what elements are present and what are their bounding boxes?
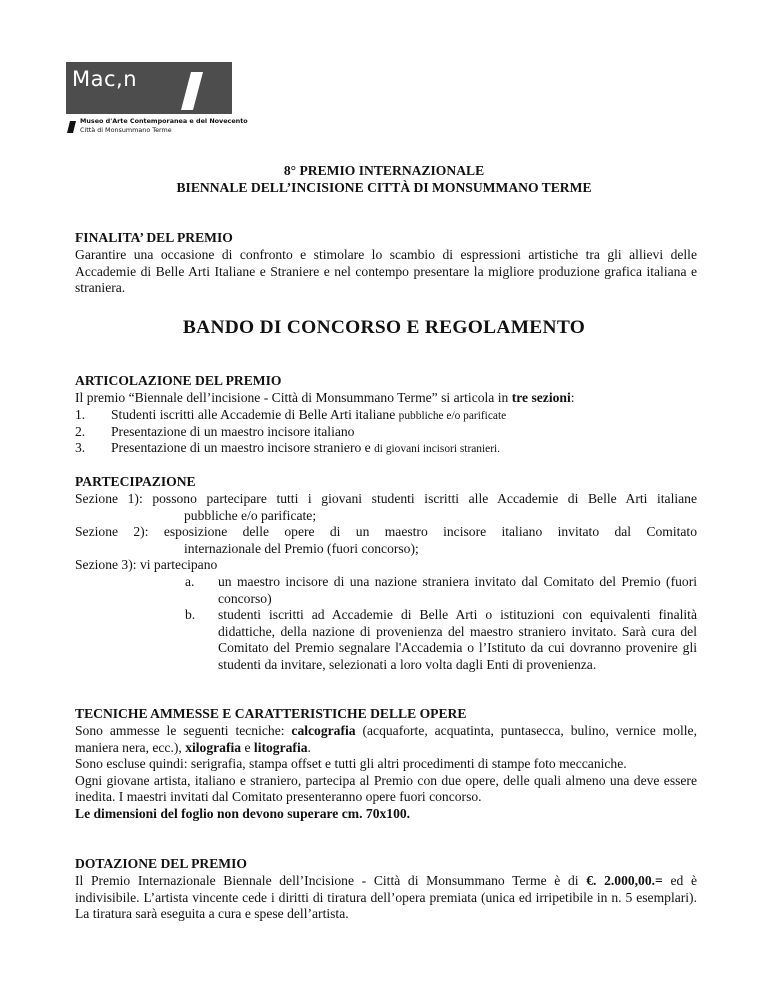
articolazione-intro-text: Il premio “Biennale dell’incisione - Città di Monsummano Terme” si articola in xyxy=(75,390,512,405)
list-item-text xyxy=(111,424,354,442)
list-item-text xyxy=(111,440,500,458)
text-span: ed è indivisibile. L’artista vincente cede i diritti di tiratura dell’opera premiata (unica ed irripetibile in n. 5 esemplari). La tiratura sarà eseguita a cura e spese dell’artista. xyxy=(75,873,697,922)
prize-amount: €. 2.000,00.= xyxy=(586,873,663,888)
list-item xyxy=(75,440,697,457)
page-title: BANDO DI CONCORSO E REGOLAMENTO xyxy=(182,317,586,338)
partecipazione-body xyxy=(75,491,697,674)
sezione-2-text: esposizione delle opere di un maestro incisore italiano invitato dal Comitato xyxy=(163,524,698,540)
list-item-text xyxy=(111,407,506,425)
technique-litografia: litografia xyxy=(253,739,308,755)
sezione-3-label: Sezione 3): xyxy=(75,557,137,573)
logo-city: Città di Monsummano Terme xyxy=(80,126,172,134)
text-span: Sono ammesse le seguenti tecniche: xyxy=(75,723,292,738)
technique-xilografia: xilografia xyxy=(185,739,242,755)
tecniche-paragraph-1 xyxy=(75,723,697,756)
sezione-1-text: possono partecipare tutti i giovani studenti iscritti alle Accademie di Belle Arti italiane xyxy=(152,491,697,506)
tecniche-paragraph-2: Sono escluse quindi: serigrafia, stampa offset e tutti gli altri procedimenti di stampe foto meccaniche. xyxy=(75,756,627,772)
text-span: e xyxy=(241,739,254,755)
list-item xyxy=(75,424,697,441)
list-item-main: Presentazione di un maestro incisore straniero e xyxy=(111,440,375,456)
tecniche-paragraph-4: Le dimensioni del foglio non devono superare cm. 70x100. xyxy=(75,805,411,821)
articolazione-heading: ARTICOLAZIONE DEL PREMIO xyxy=(75,373,282,388)
sezione-3-item-a xyxy=(75,574,697,607)
logo-name: Mac,n xyxy=(72,67,138,91)
articolazione-intro-bold: tre sezioni xyxy=(511,390,571,405)
sub-item-letter: b. xyxy=(185,607,196,623)
tecniche-heading: TECNICHE AMMESSE E CARATTERISTICHE DELLE OPERE xyxy=(75,706,467,721)
sezione-1-continued: pubbliche e/o parificate; xyxy=(184,507,317,523)
text-span: Il Premio Internazionale Biennale dell’Incisione - Città di Monsummano Terme è di xyxy=(75,873,587,888)
sub-item-text: studenti iscritti ad Accademie di Belle Arti o istituzioni con equivalenti finalità didattiche, della nazione di provenienza del maestro straniero invitato. Sarà cura del Comitato del Premio segnalare l'Accademia o l’Istituto da cui dovranno provenire gli studenti da invitare, selezionati a loro volta dagli Enti di provenienza. xyxy=(218,607,697,672)
sezione-1 xyxy=(75,491,697,508)
header-line-1: 8° PREMIO INTERNAZIONALE xyxy=(283,163,485,178)
list-item-small: pubbliche e/o parificate xyxy=(398,410,507,422)
articolazione-intro-end: : xyxy=(570,390,575,405)
sezione-2 xyxy=(75,524,697,541)
tecniche-paragraph-3: Ogni giovane artista, italiano e straniero, partecipa al Premio con due opere, delle quali almeno una deve essere inedita. I maestri invitati dal Comitato presenteranno opere fuori concorso. xyxy=(75,772,697,805)
list-item-small: di giovani incisori stranieri. xyxy=(374,443,501,456)
logo-subtitle: Museo d'Arte Contemporanea e del Novecento xyxy=(80,117,248,125)
tecniche-body xyxy=(75,723,697,823)
articolazione-list xyxy=(75,407,697,457)
list-item xyxy=(75,407,697,424)
list-item-number: 1. xyxy=(75,407,86,422)
partecipazione-heading: PARTECIPAZIONE xyxy=(75,474,196,489)
list-item-number: 2. xyxy=(75,423,86,439)
museum-logo xyxy=(66,62,248,140)
sezione-2-continued: internazionale del Premio (fuori concorso); xyxy=(184,540,419,556)
header-line-2: BIENNALE DELL’INCISIONE CITTÀ DI MONSUMMANO TERME xyxy=(176,180,592,195)
list-item-main: Presentazione di un maestro incisore italiano xyxy=(111,423,355,439)
sub-item-letter: a. xyxy=(185,573,195,589)
list-item-main: Studenti iscritti alle Accademie di Belle Arti italiane xyxy=(111,407,399,422)
sub-item-text: un maestro incisore di una nazione straniera invitato dal Comitato del Premio (fuori concorso) xyxy=(218,573,697,606)
articolazione-intro xyxy=(75,390,697,407)
dotazione-text xyxy=(75,873,697,923)
sezione-3-item-b xyxy=(75,607,697,673)
sezione-1-label: Sezione 1): xyxy=(75,491,143,506)
list-item-number: 3. xyxy=(75,440,86,456)
text-span: (acquaforte, acquatinta, puntasecca, bulino, vernice molle, maniera nera, ecc.), xyxy=(75,723,697,755)
sezione-2-label: Sezione 2): xyxy=(75,524,149,540)
sezione-3 xyxy=(75,557,697,574)
dotazione-heading: DOTAZIONE DEL PREMIO xyxy=(75,856,247,871)
text-span: . xyxy=(307,739,311,755)
sezione-3-text: vi partecipano xyxy=(139,557,218,573)
technique-calcografia: calcografia xyxy=(291,723,356,738)
finalita-text: Garantire una occasione di confronto e stimolare lo scambio di espressioni artistiche tra gli allievi delle Accademie di Belle Arti Italiane e Straniere e nel contempo presentare la migliore produzione grafica italiana e straniera. xyxy=(75,247,697,296)
finalita-heading: FINALITA’ DEL PREMIO xyxy=(75,230,233,245)
